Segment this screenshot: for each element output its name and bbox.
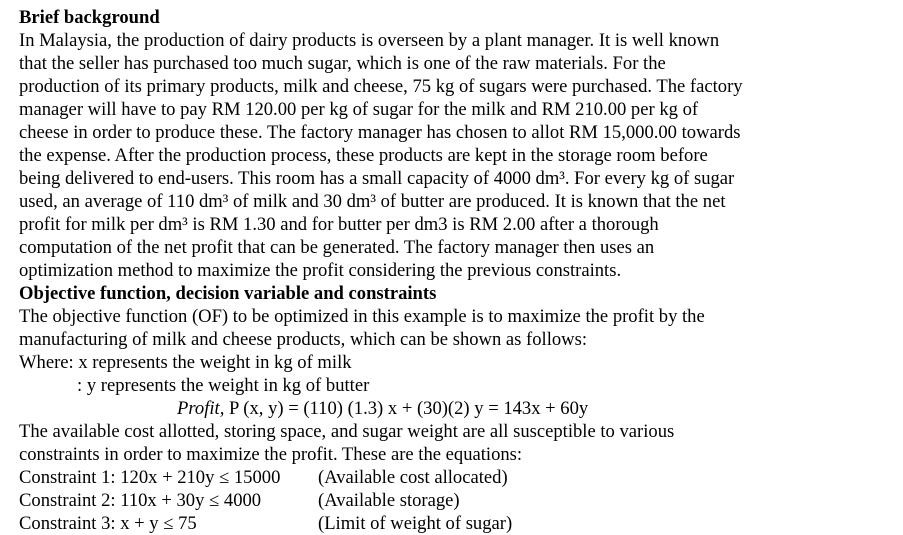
constraint-equation: Constraint 1: 120x + 210y ≤ 15000	[19, 467, 281, 488]
paragraph-line: production of its primary products, milk and cheese, 75 kg of sugars were purchased. The factory	[19, 76, 743, 97]
constraints-intro-paragraph	[19, 420, 889, 466]
paragraph-line: that the seller has purchased too much sugar, which is one of the raw materials. For the	[19, 53, 666, 74]
variable-x-definition: Where: x represents the weight in kg of milk	[19, 352, 352, 373]
document-body	[19, 6, 889, 535]
paragraph-line: manager will have to pay RM 120.00 per kg of sugar for the milk and RM 210.00 per kg of	[19, 99, 699, 120]
paragraph-line: profit for milk per dm³ is RM 1.30 and for butter per dm3 is RM 2.00 after a thorough	[19, 214, 659, 235]
constraint-description: (Available cost allocated)	[318, 467, 508, 488]
paragraph-line: cheese in order to produce these. The factory manager has chosen to allot RM 15,000.00 towards	[19, 122, 741, 143]
paragraph-line: the expense. After the production process, these products are kept in the storage room before	[19, 145, 708, 166]
constraint-row	[19, 512, 889, 535]
constraints-list	[19, 466, 889, 535]
constraint-row	[19, 466, 889, 489]
paragraph-line: The objective function (OF) to be optimized in this example is to maximize the profit by the	[19, 306, 705, 327]
profit-formula-expression: P (x, y) = (110) (1.3) x + (30)(2) y = 143x + 60y	[224, 398, 589, 419]
constraint-description: (Limit of weight of sugar)	[318, 513, 513, 534]
heading-brief-background: Brief background	[19, 7, 160, 28]
paragraph-line: being delivered to end-users. This room has a small capacity of 4000 dm³. For every kg of sugar	[19, 168, 735, 189]
paragraph-line: constraints in order to maximize the profit. These are the equations:	[19, 444, 523, 465]
paragraph-line: The available cost allotted, storing space, and sugar weight are all susceptible to various	[19, 421, 675, 442]
objective-paragraph	[19, 305, 889, 351]
variable-y-definition: : y represents the weight in kg of butter	[77, 375, 370, 396]
constraint-row	[19, 489, 889, 512]
paragraph-line: used, an average of 110 dm³ of milk and 30 dm³ of butter are produced. It is known that the net	[19, 191, 726, 212]
heading-objective-function: Objective function, decision variable and constraints	[19, 283, 437, 304]
paragraph-line: manufacturing of milk and cheese products, which can be shown as follows:	[19, 329, 587, 350]
constraint-description: (Available storage)	[318, 490, 460, 511]
paragraph-line: computation of the net profit that can be generated. The factory manager then uses an	[19, 237, 655, 258]
paragraph-line: optimization method to maximize the profit considering the previous constraints.	[19, 260, 622, 281]
constraint-equation: Constraint 2: 110x + 30y ≤ 4000	[19, 490, 262, 511]
constraint-equation: Constraint 3: x + y ≤ 75	[19, 513, 197, 534]
profit-formula	[19, 397, 889, 420]
paragraph-line: In Malaysia, the production of dairy products is overseen by a plant manager. It is well known	[19, 30, 720, 51]
profit-formula-label: Profit,	[177, 398, 225, 419]
background-paragraph	[19, 29, 889, 282]
